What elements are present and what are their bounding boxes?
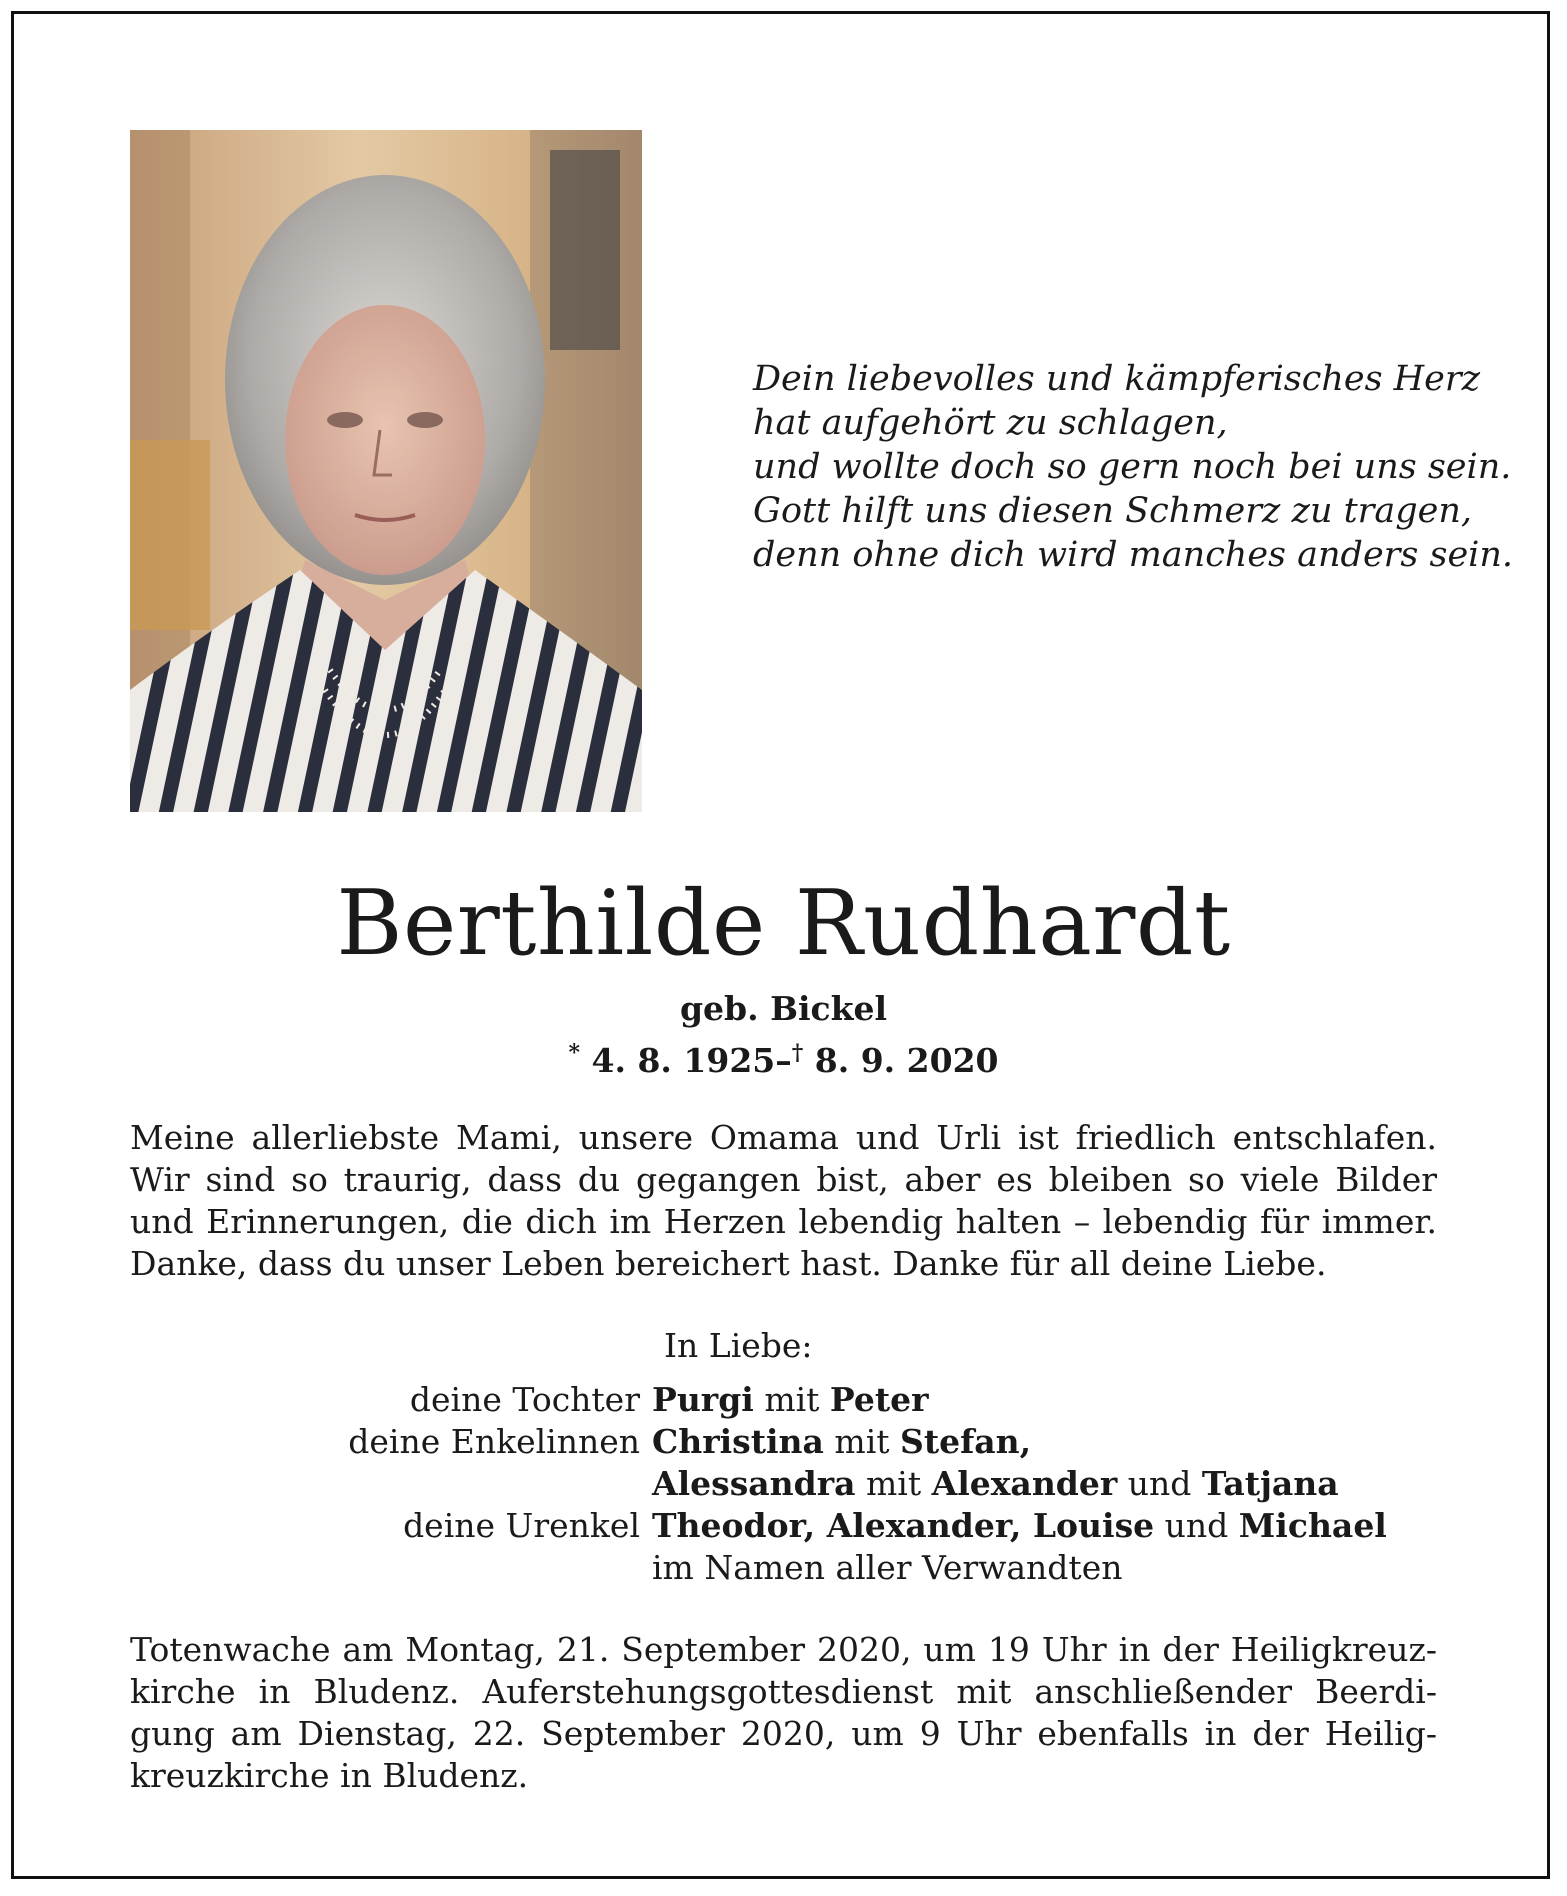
notice-line: kirche in Bludenz. Auferstehungsgottesdienst mit anschließender Beerdi- [130,1672,1437,1711]
notice-line: gung am Dienstag, 22. September 2020, um 9 Uhr ebenfalls in der Heilig- [130,1714,1437,1753]
maiden-name: geb. Bickel [679,989,888,1028]
poem-line: Dein liebevolles und kämpferisches Herz [753,359,1481,399]
mourner-row-urenkel [130,1505,1437,1547]
poem-line: Gott hilft uns diesen Schmerz zu tragen, [753,491,1473,531]
mourner-names: Theodor, Alexander, Louise und Michael [652,1506,1387,1545]
funeral-notice [130,1629,1437,1797]
poem-line: hat aufgehört zu schlagen, [753,403,1228,443]
relation-label: deine Urenkel [403,1506,640,1545]
in-liebe-heading: In Liebe: [664,1326,813,1365]
mourner-row-tochter [130,1379,1437,1421]
poem [753,357,1514,577]
mourners-list [130,1379,1437,1589]
relation-label: deine Enkelinnen [348,1422,640,1461]
mourner-names: Christina mit Stefan, [652,1422,1032,1461]
deceased-name: Berthilde Rudhardt [336,871,1231,976]
notice-line: Totenwache am Montag, 21. September 2020, um 19 Uhr in der Heiligkreuz- [130,1630,1437,1669]
birth-symbol: * [568,1040,581,1066]
notice-line: kreuzkirche in Bludenz. [130,1756,529,1795]
death-date: 8. 9. 2020 [814,1041,999,1080]
portrait-photo [130,130,642,812]
farewell-message [130,1117,1437,1285]
mourner-row-enkelinnen-cont [130,1463,1437,1505]
message-line: und Erinnerungen, die dich im Herzen lebendig halten – lebendig für immer. [130,1202,1437,1241]
message-line: Danke, dass du unser Leben bereichert hast. Danke für all deine Liebe. [130,1244,1327,1283]
date-separator: – [775,1041,792,1080]
message-line: Wir sind so traurig, dass du gegangen bist, aber es bleiben so viele Bilder [130,1160,1437,1199]
message-line: Meine allerliebste Mami, unsere Omama und Urli ist friedlich entschlafen. [130,1118,1437,1157]
death-symbol: † [791,1040,804,1066]
poem-line: und wollte doch so gern noch bei uns sein. [753,447,1512,487]
mourner-row-closing [130,1547,1437,1589]
life-dates [130,1032,1437,1082]
mourner-names: Purgi mit Peter [652,1380,929,1419]
poem-line: denn ohne dich wird manches anders sein. [753,535,1514,575]
mourner-row-enkelinnen [130,1421,1437,1463]
birth-date: 4. 8. 1925 [591,1041,776,1080]
relation-label: deine Tochter [409,1380,640,1419]
closing-line: im Namen aller Verwandten [652,1548,1123,1587]
mourner-names: Alessandra mit Alexander und Tatjana [652,1464,1339,1503]
